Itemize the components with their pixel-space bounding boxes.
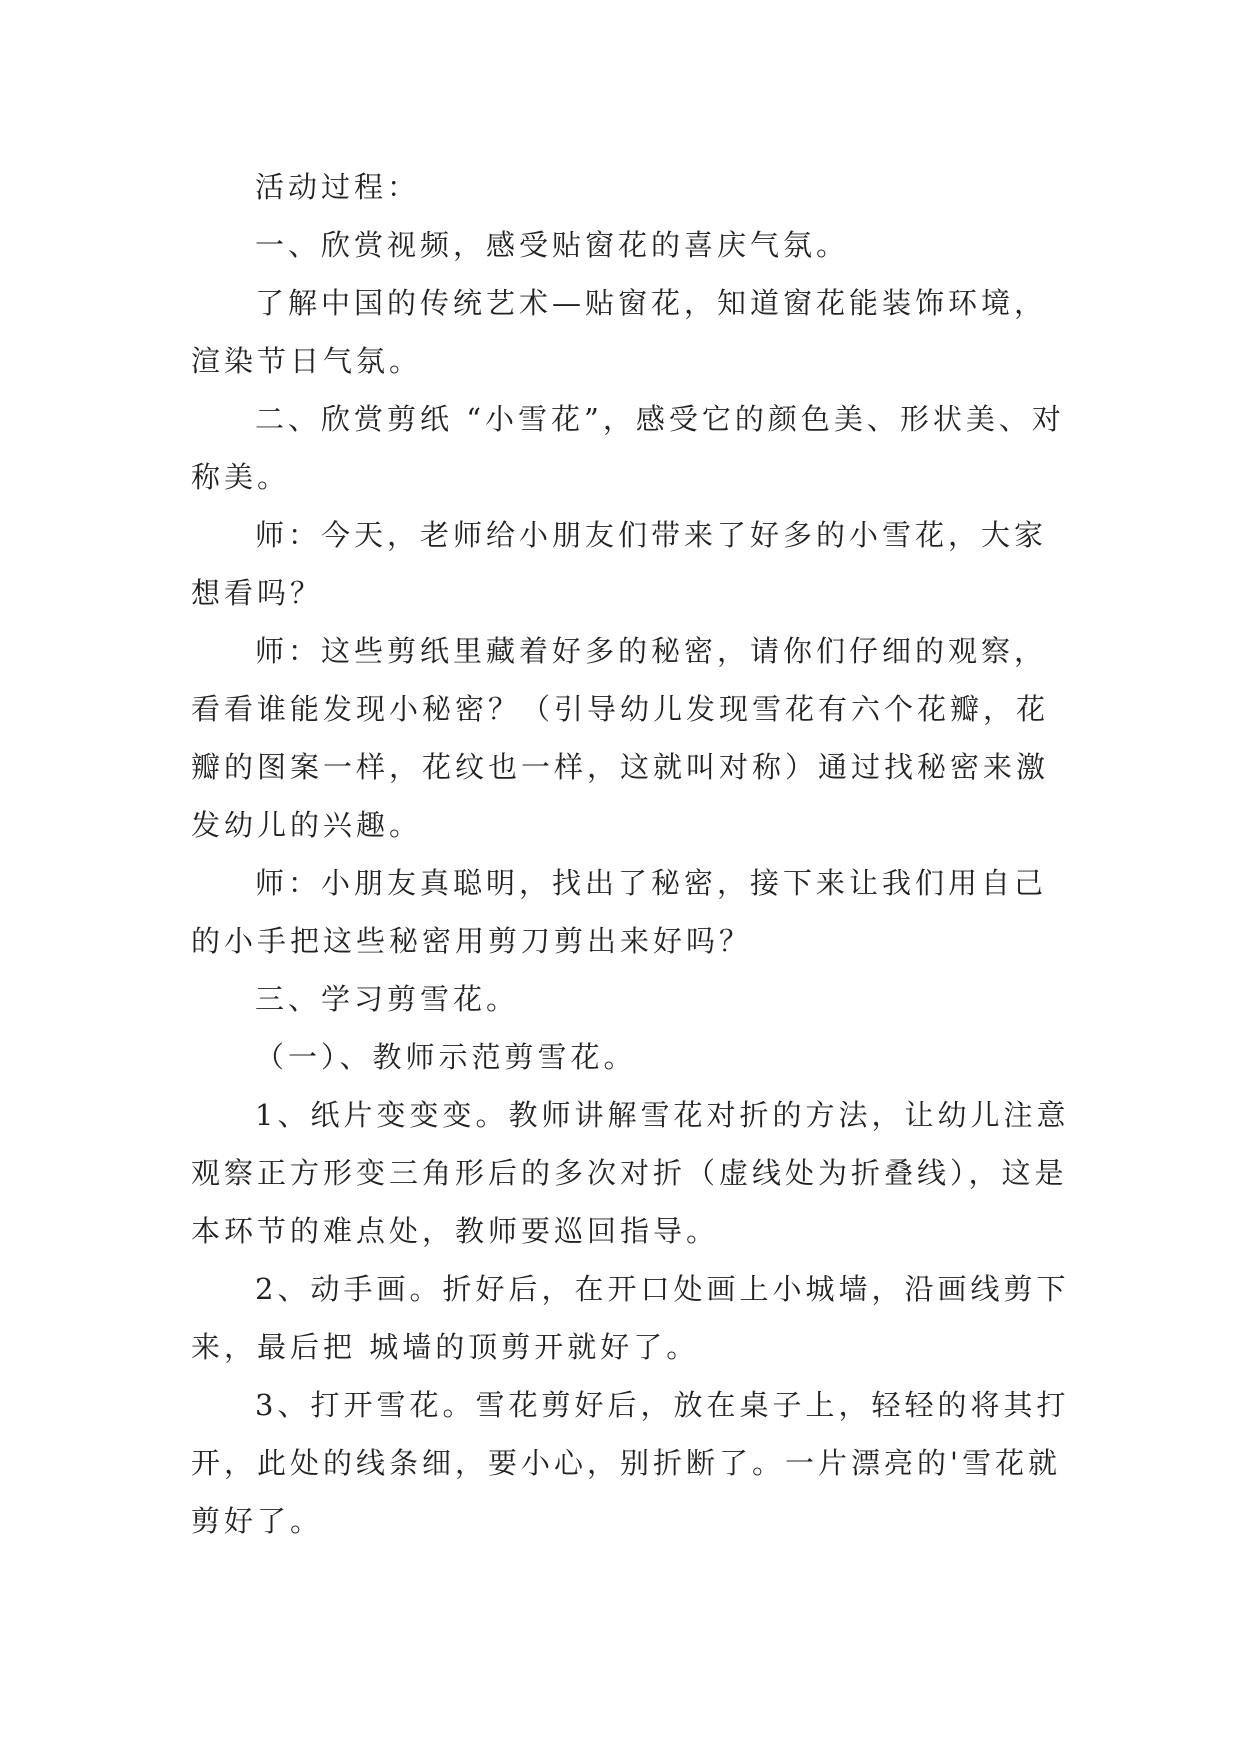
paragraph: 了解中国的传统艺术—贴窗花，知道窗花能装饰环境，渲染节日气氛。 (191, 286, 1048, 378)
document-page (191, 158, 1071, 1550)
section-one-title: 一、欣赏视频，感受贴窗花的喜庆气氛。 (255, 228, 850, 262)
paragraph: 师：这些剪纸里藏着好多的秘密，请你们仔细的观察，看看谁能发现小秘密？（引导幼儿发现雪花有六个花瓣，花瓣的图案一样，花纹也一样，这就叫对称）通过找秘密来激发幼儿的兴趣。 (191, 634, 1050, 842)
section-three-title: 三、学习剪雪花。 (255, 982, 520, 1016)
paragraph: 师：小朋友真聪明，找出了秘密，接下来让我们用自己的小手把这些秘密用剪刀剪出来好吗？ (191, 866, 1048, 958)
step-item: 1、纸片变变变。教师讲解雪花对折的方法，让幼儿注意观察正方形变三角形后的多次对折（虚线处为折叠线），这是本环节的难点处，教师要巡回指导。 (191, 1098, 1070, 1248)
section-two-title: 二、欣赏剪纸 “小雪花”，感受它的颜色美、形状美、对称美。 (191, 402, 1065, 494)
heading-activity-process: 活动过程： (255, 170, 421, 204)
subsection-title: （一）、教师示范剪雪花。 (255, 1040, 637, 1074)
step-item: 2、动手画。折好后，在开口处画上小城墙，沿画线剪下来，最后把 城墙的顶剪开就好了。 (191, 1272, 1070, 1364)
step-item: 3、打开雪花。雪花剪好后，放在桌子上，轻轻的将其打开，此处的线条细，要小心，别折断了。一片漂亮的'雪花就剪好了。 (191, 1388, 1070, 1538)
paragraph: 师：今天，老师给小朋友们带来了好多的小雪花，大家想看吗？ (191, 518, 1048, 610)
